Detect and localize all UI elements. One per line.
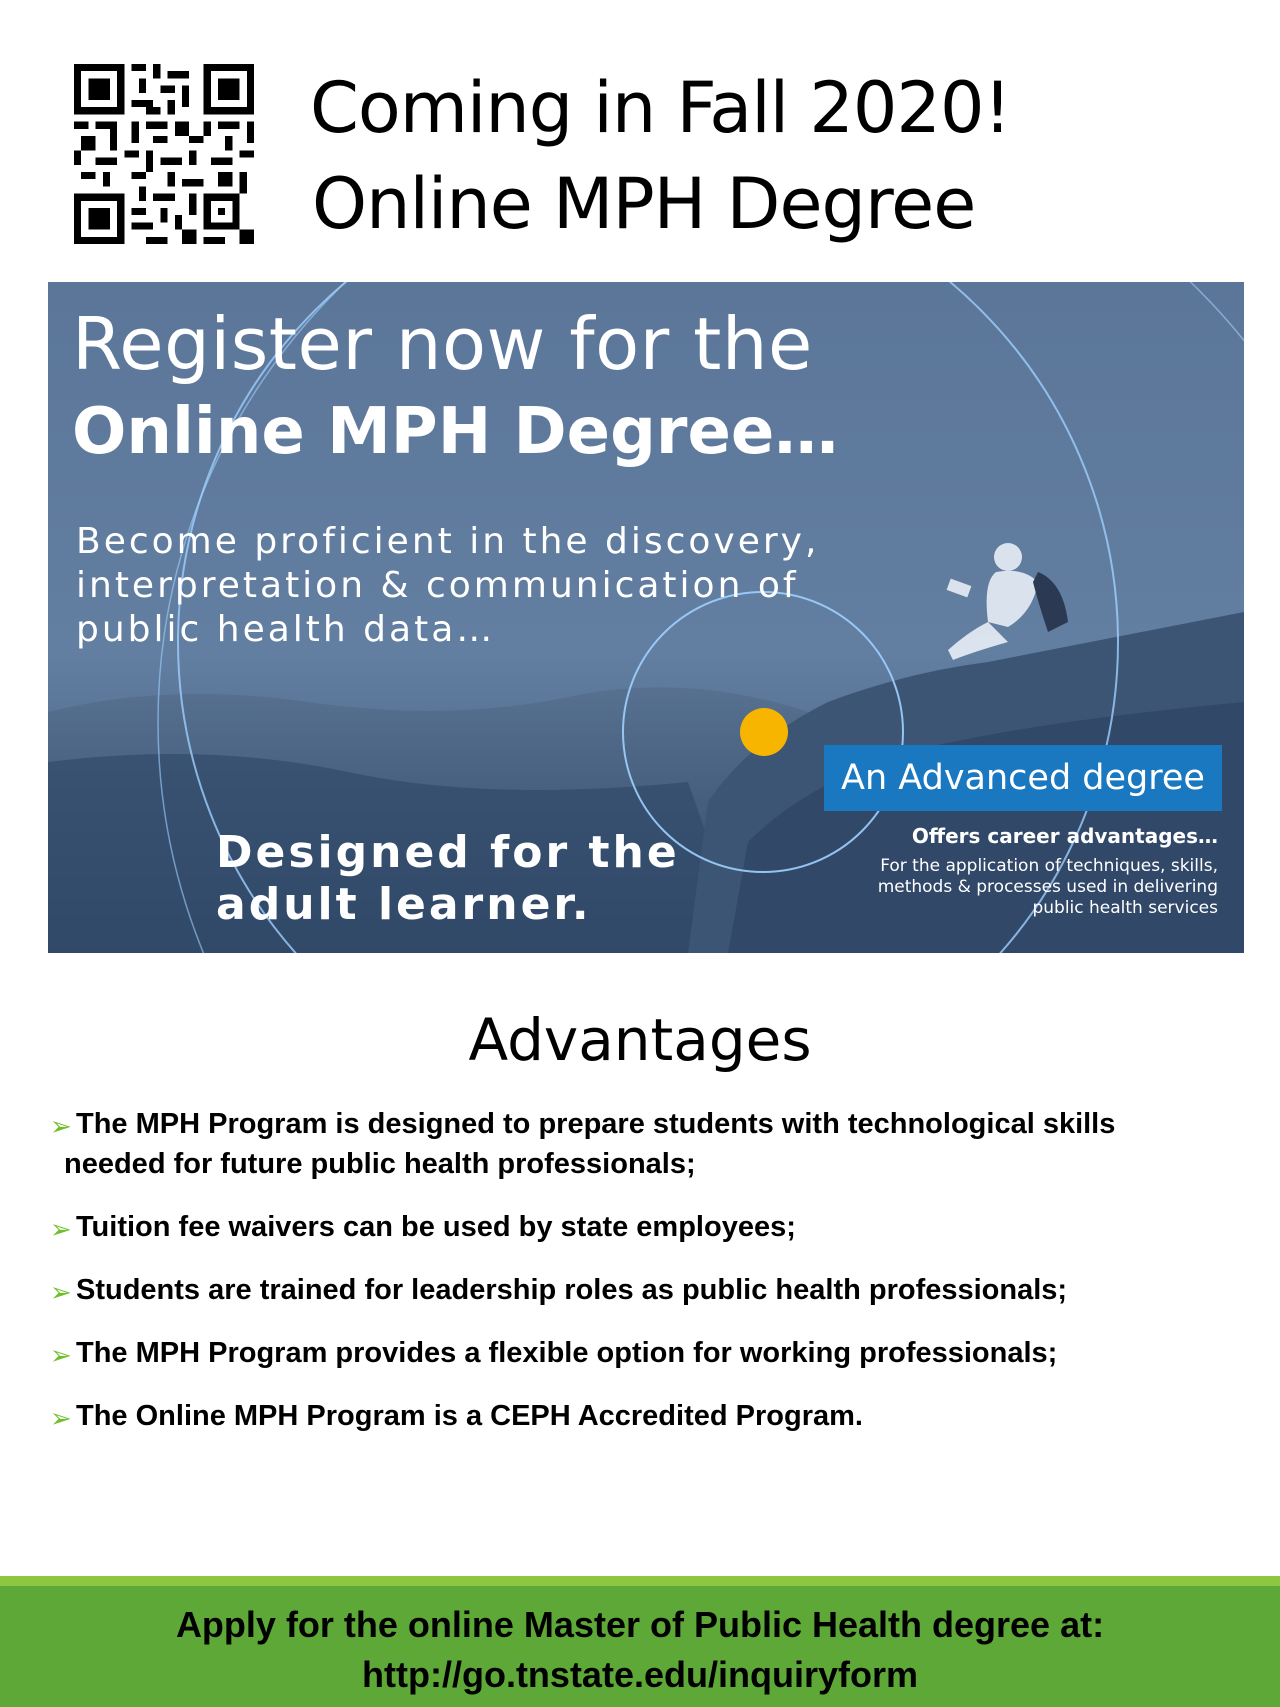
arrow-bullet-icon: ➢ [50, 1111, 72, 1141]
arrow-bullet-icon: ➢ [50, 1340, 72, 1370]
list-item-text: The MPH Program is designed to prepare students with technological skills [76, 1108, 1116, 1140]
promo-banner [48, 282, 1244, 953]
list-item [50, 1104, 1250, 1184]
footer-strip [0, 1576, 1280, 1586]
offers-heading: Offers career advantages… [911, 824, 1218, 848]
list-item [50, 1333, 1250, 1373]
list-item-text: Tuition fee waivers can be used by state employees; [76, 1211, 796, 1243]
banner-subtitle-line: Become proficient in the discovery, [76, 521, 820, 562]
arrow-bullet-icon: ➢ [50, 1403, 72, 1433]
headline-line1: Coming in Fall 2020! [310, 67, 1011, 149]
arrow-bullet-icon: ➢ [50, 1214, 72, 1244]
banner-designed-line: Designed for the [216, 827, 680, 878]
headline [310, 60, 1210, 252]
qr-code-icon [74, 64, 254, 244]
arrow-bullet-icon: ➢ [50, 1277, 72, 1307]
banner-designed-line: adult learner. [216, 879, 592, 930]
list-item [50, 1270, 1250, 1310]
list-item [50, 1207, 1250, 1247]
advantages-title: Advantages [468, 1006, 812, 1074]
list-item-text: The Online MPH Program is a CEPH Accredited Program. [76, 1400, 863, 1432]
offers-detail: For the application of techniques, skills, methods & processes used in delivering public health services [877, 856, 1218, 918]
list-item-text: The MPH Program provides a flexible option for working professionals; [76, 1337, 1058, 1369]
banner-designed-text [216, 827, 680, 931]
banner-subtitle [76, 520, 916, 652]
footer [0, 1586, 1280, 1707]
footer-url-link[interactable]: http://go.tnstate.edu/inquiryform [362, 1654, 918, 1695]
list-item-text: needed for future public health professionals; [64, 1148, 696, 1180]
headline-line2: Online MPH Degree [312, 163, 976, 245]
banner-title-line2: Online MPH Degree… [72, 395, 839, 469]
banner-subtitle-line: public health data… [76, 609, 496, 650]
yellow-dot [740, 708, 788, 756]
advanced-degree-badge: An Advanced degree [824, 745, 1222, 811]
footer-apply-text: Apply for the online Master of Public Health degree at: [175, 1604, 1105, 1645]
banner-title-line1: Register now for the [72, 302, 813, 386]
list-item [50, 1396, 1250, 1436]
list-item-text: Students are trained for leadership roles as public health professionals; [76, 1274, 1068, 1306]
banner-subtitle-line: interpretation & communication of [76, 565, 799, 606]
advantages-list [50, 1104, 1250, 1459]
